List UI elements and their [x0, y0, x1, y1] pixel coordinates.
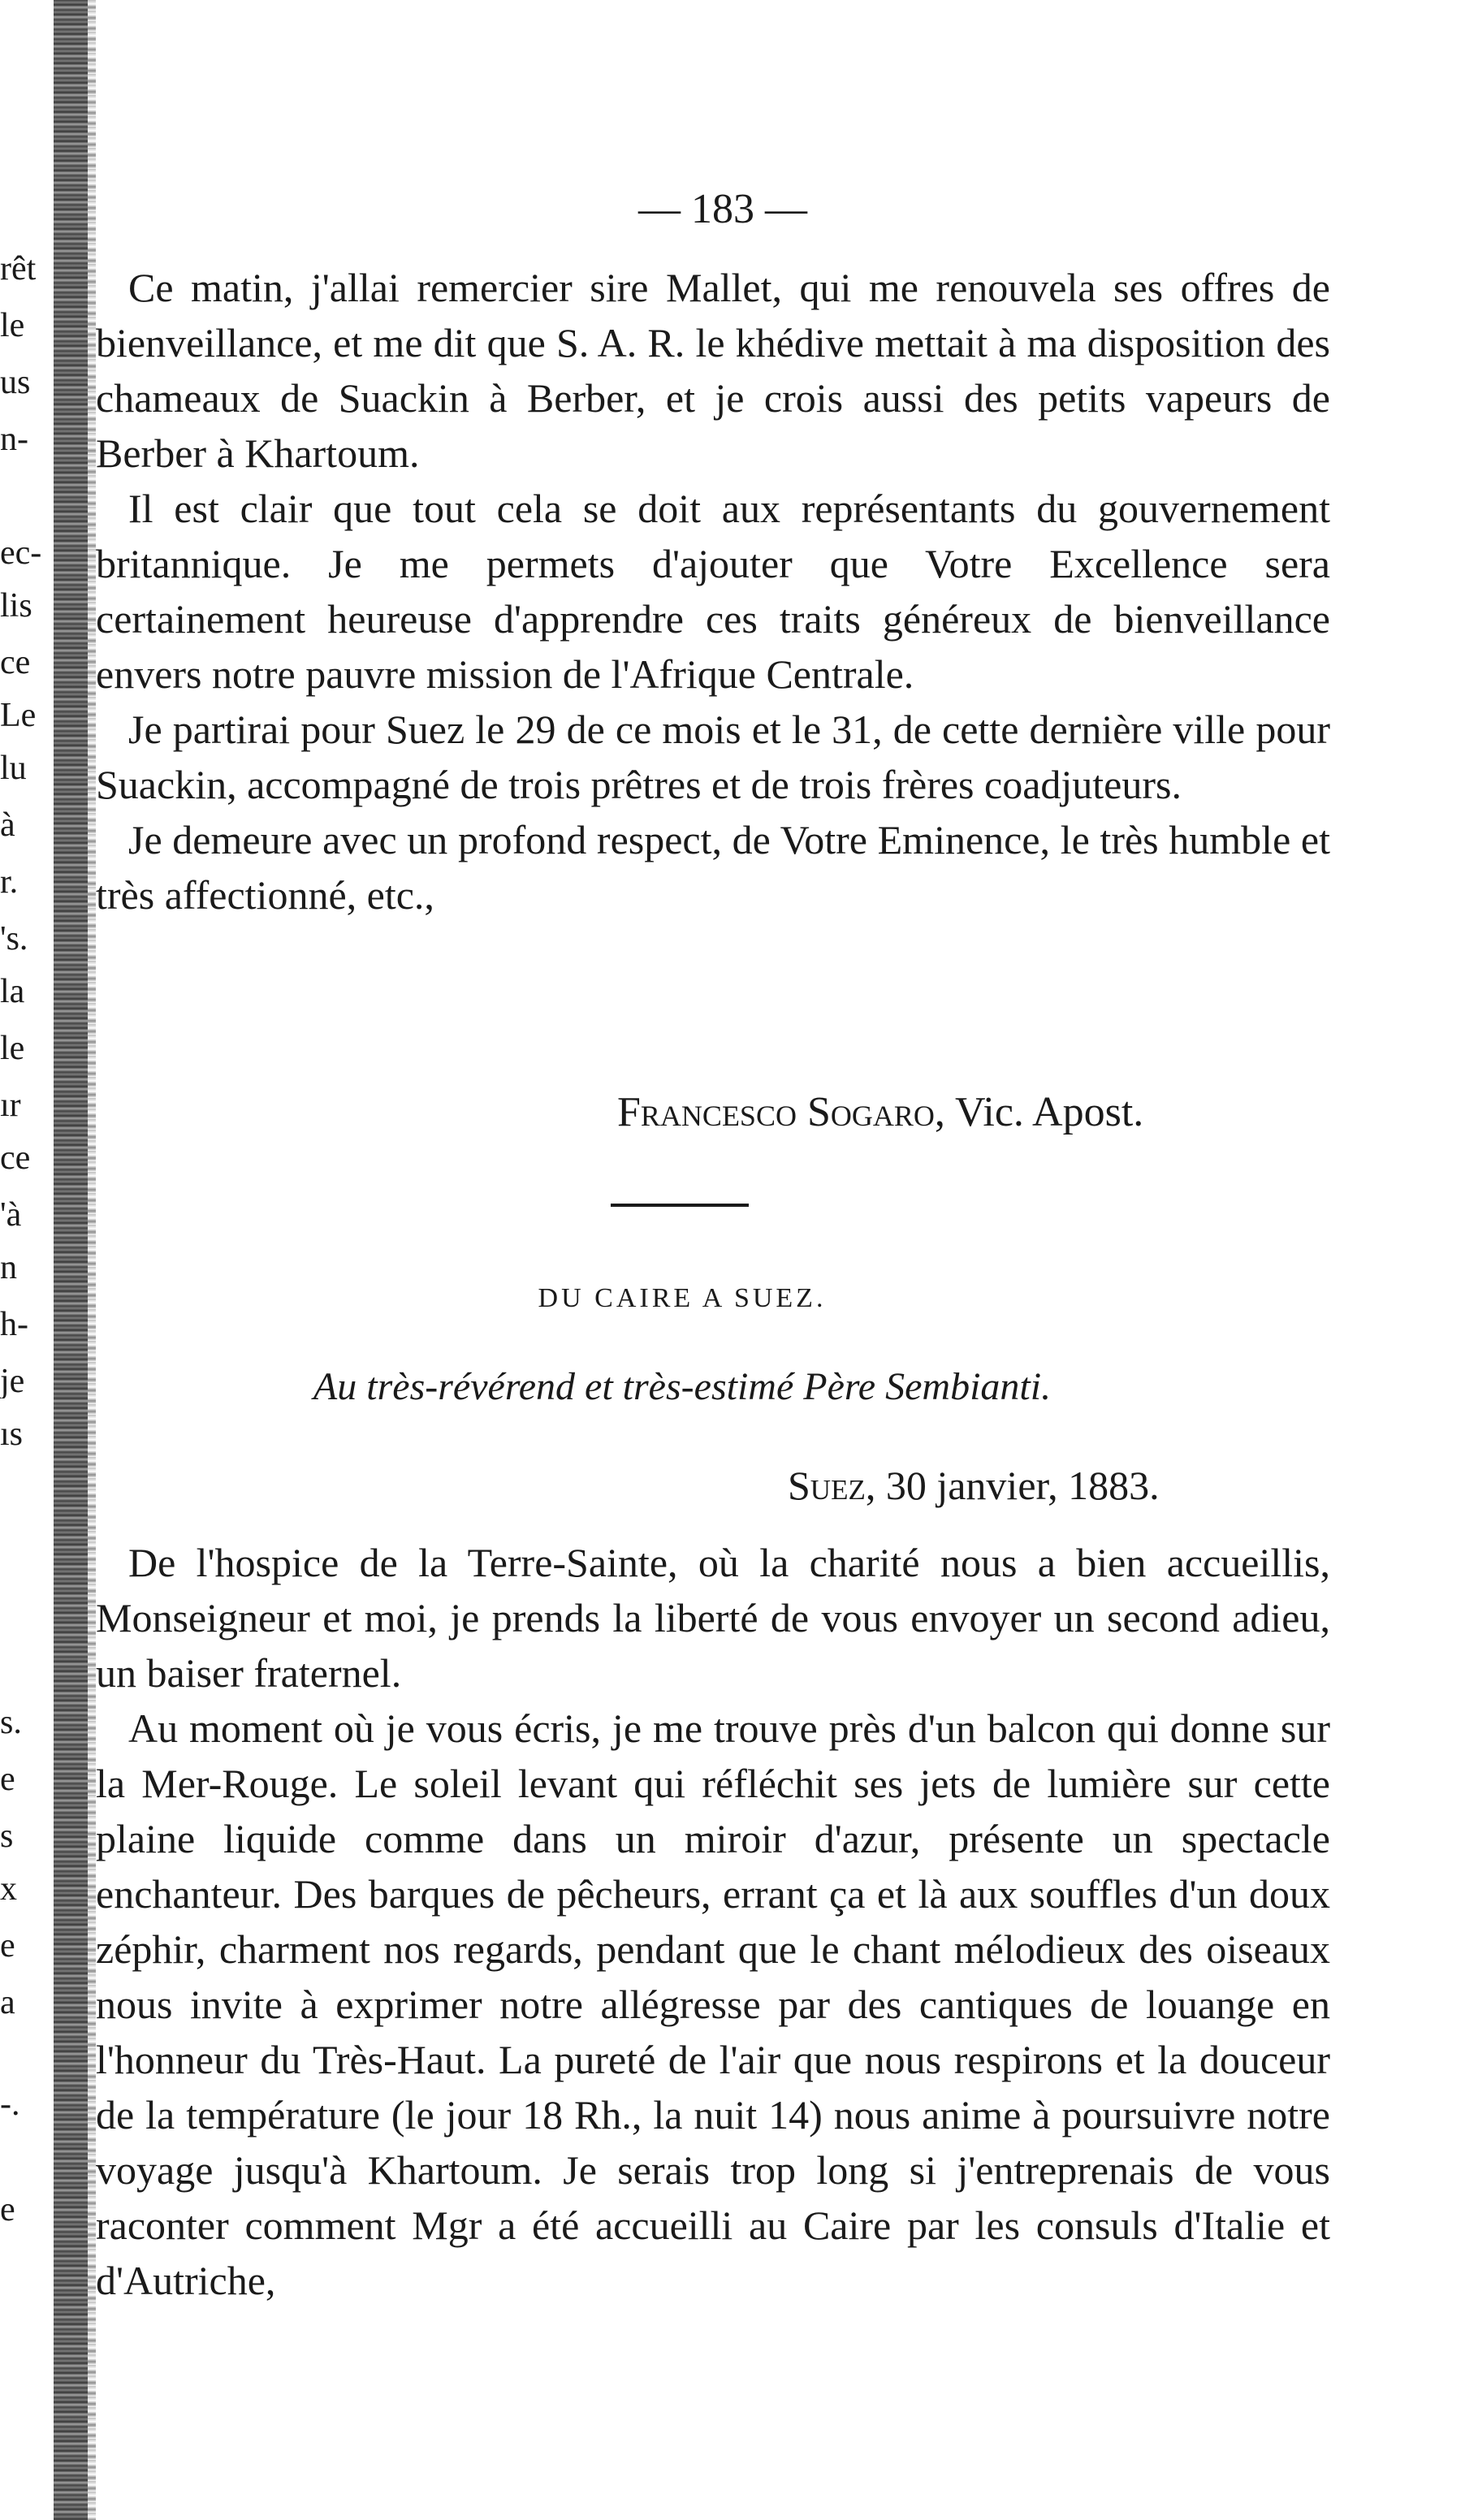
gutter-fragment: a: [0, 1986, 15, 2020]
letter-one-body: [96, 260, 1330, 923]
dateline-place: Suez: [788, 1463, 866, 1508]
adjacent-page-fragments: [0, 0, 49, 2520]
signature-name: Francesco Sogaro: [617, 1089, 935, 1135]
gutter-fragment: e: [0, 2193, 15, 2227]
gutter-fragment: x: [0, 1872, 17, 1906]
gutter-fragment: h-: [0, 1308, 28, 1342]
paragraph: Au moment où je vous écris, je me trouve près d'un balcon qui donne sur la Mer-Rouge. Le soleil levant qui réfléchit ses jets de lumière sur cette plaine liquide comme dans un miroir d'azur, présente un spectacle enchanteur. Des barques de pêcheurs, errant ça et là aux souffles d'un doux zéphir, charment nos regards, pendant que le chant mélodieux des oiseaux nous invite à exprimer notre allégresse par des cantiques de louange en l'honneur du Très-Haut. La pureté de l'air que nous respirons et la douceur de la température (le jour 18 Rh., la nuit 14) nous anime à poursuivre notre voyage jusqu'à Khartoum. Je serais trop long si j'entreprenais de vous raconter comment Mgr a été accueilli au Caire par les consuls d'Italie et d'Autriche,: [96, 1705, 1330, 2303]
gutter-fragment: n-: [0, 422, 28, 456]
gutter-fragment: n: [0, 1251, 17, 1285]
signature-title: , Vic. Apost.: [934, 1089, 1144, 1135]
gutter-fragment: je: [0, 1364, 25, 1398]
gutter-fragment: ıs: [0, 1417, 24, 1451]
gutter-fragment: le: [0, 309, 25, 343]
section-divider: [611, 1204, 749, 1207]
page-number: — 183 —: [638, 186, 807, 232]
gutter-fragment: à: [0, 808, 15, 842]
gutter-fragment: le: [0, 1031, 25, 1065]
paragraph: De l'hospice de la Terre-Sainte, où la charité nous a bien accueillis, Monseigneur et moi, je prends la liberté de vous envoyer un second adieu, un baiser fraternel.: [96, 1540, 1330, 1696]
dateline: [788, 1462, 1160, 1509]
gutter-fragment: ec-: [0, 536, 42, 570]
letter-two-body: [96, 1535, 1330, 2308]
signature: [617, 1088, 1143, 1136]
gutter-fragment: lis: [0, 589, 32, 623]
gutter-fragment: s.: [0, 1705, 22, 1740]
page-binding-edge: [54, 0, 89, 2520]
gutter-fragment: r.: [0, 865, 19, 899]
paragraph: Ce matin, j'allai remercier sire Mallet, qui me renouvela ses offres de bienveillance, et me dit que S. A. R. le khédive mettait à ma disposition des chameaux de Suackin à Berber, et je crois aussi des petits vapeurs de Berber à Khartoum.: [96, 265, 1330, 476]
gutter-fragment: la: [0, 975, 25, 1009]
gutter-fragment: e: [0, 1929, 15, 1963]
paragraph: Il est clair que tout cela se doit aux représentants du gouvernement britannique. Je me permets d'ajouter que Votre Excellence sera certainement heureuse d'apprendre ces traits généreux de bienveillance envers notre pauvre mission de l'Afrique Centrale.: [96, 486, 1330, 697]
gutter-fragment: e: [0, 1762, 15, 1796]
paragraph: Je demeure avec un profond respect, de Votre Eminence, le très humble et très affectionné, etc.,: [96, 817, 1330, 918]
letter-addressee: Au très-révérend et très-estimé Père Sembianti.: [313, 1365, 1052, 1408]
gutter-fragment: 's.: [0, 922, 28, 956]
gutter-fragment: us: [0, 365, 31, 400]
paragraph: Je partirai pour Suez le 29 de ce mois et le 31, de cette dernière ville pour Suackin, accompagné de trois prêtres et de trois frères coadjuteurs.: [96, 707, 1330, 807]
dateline-date: , 30 janvier, 1883.: [865, 1463, 1160, 1508]
gutter-fragment: ce: [0, 646, 31, 680]
page-binding-highlight: [88, 0, 96, 2520]
gutter-fragment: -.: [0, 2087, 20, 2121]
gutter-fragment: Le: [0, 698, 37, 733]
gutter-fragment: ır: [0, 1088, 21, 1122]
section-heading: DU CAIRE A SUEZ.: [538, 1283, 827, 1313]
gutter-fragment: lu: [0, 751, 27, 785]
gutter-fragment: 'à: [0, 1198, 22, 1232]
gutter-fragment: s: [0, 1819, 14, 1853]
gutter-fragment: rêt: [0, 252, 37, 286]
gutter-fragment: ce: [0, 1141, 31, 1175]
